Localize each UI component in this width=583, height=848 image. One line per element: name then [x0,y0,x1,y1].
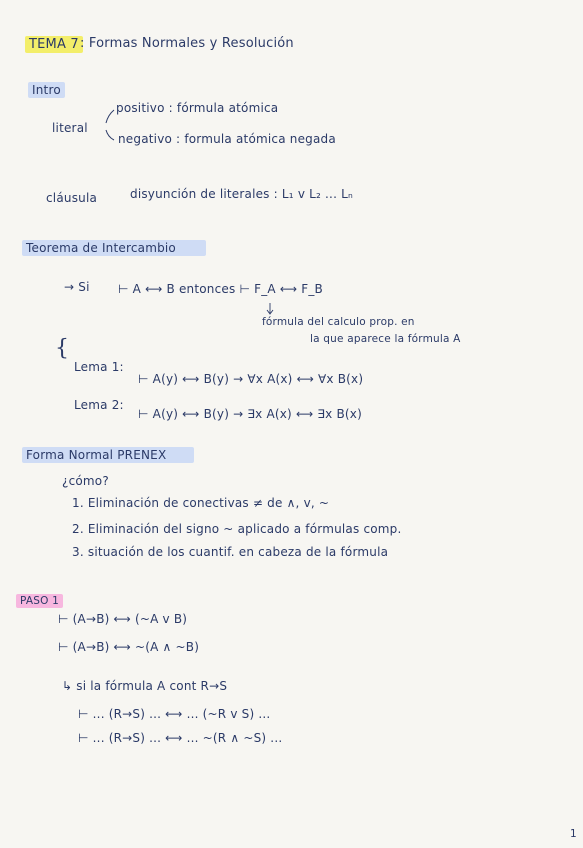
svg-text:{: { [55,336,69,361]
teorema-note-line1: fórmula del calculo prop. en [262,316,415,328]
prenex-como: ¿cómo? [62,474,109,488]
literal-term: literal [52,121,88,135]
clausula-term: cláusula [46,191,98,205]
paso1-eq3: ⊢ ... (R→S) ... ⟷ ... (~R v S) ... [78,707,271,721]
prenex-step-1: 1. Eliminación de conectivas ≠ de ∧, v, ~ [72,496,330,510]
lema1-formula: ⊢ A(y) ⟷ B(y) → ∀x A(x) ⟷ ∀x B(x) [138,372,364,386]
section-prenex-label: Forma Normal PRENEX [22,447,194,463]
literal-positivo: positivo : fórmula atómica [116,101,279,115]
page-number: 1 [570,828,577,840]
prenex-step-3: 3. situación de los cuantif. en cabeza de la fórmula [72,545,389,559]
teorema-condition: ⊢ A ⟷ B entonces ⊢ F_A ⟷ F_B [118,282,323,296]
tema-badge: TEMA 7 [25,36,83,53]
paso1-eq1: ⊢ (A→B) ⟷ (~A v B) [58,612,188,626]
section-paso1-label: PASO 1 [16,594,63,608]
lema2-formula: ⊢ A(y) ⟷ B(y) → ∃x A(x) ⟷ ∃x B(x) [138,407,362,421]
section-teorema-label: Teorema de Intercambio [22,240,206,256]
paso1-eq4: ⊢ ... (R→S) ... ⟷ ... ~(R ∧ ~S) ... [78,731,283,745]
paso1-eq2: ⊢ (A→B) ⟷ ~(A ∧ ~B) [58,640,200,654]
section-intro-label: Intro [28,82,65,98]
teorema-si: → Si [64,280,90,294]
literal-negativo: negativo : formula atómica negada [118,132,336,146]
paso1-note: ↳ si la fórmula A cont R→S [62,679,228,693]
clausula-definition: disyunción de literales : L₁ v L₂ ... Lₙ [130,187,353,201]
lema2-label: Lema 2: [74,398,124,412]
page-title: : Formas Normales y Resolución [80,36,294,51]
teorema-note-line2: la que aparece la fórmula A [310,333,461,345]
prenex-step-2: 2. Eliminación del signo ~ aplicado a fórmulas comp. [72,522,402,536]
lema1-label: Lema 1: [74,360,124,374]
